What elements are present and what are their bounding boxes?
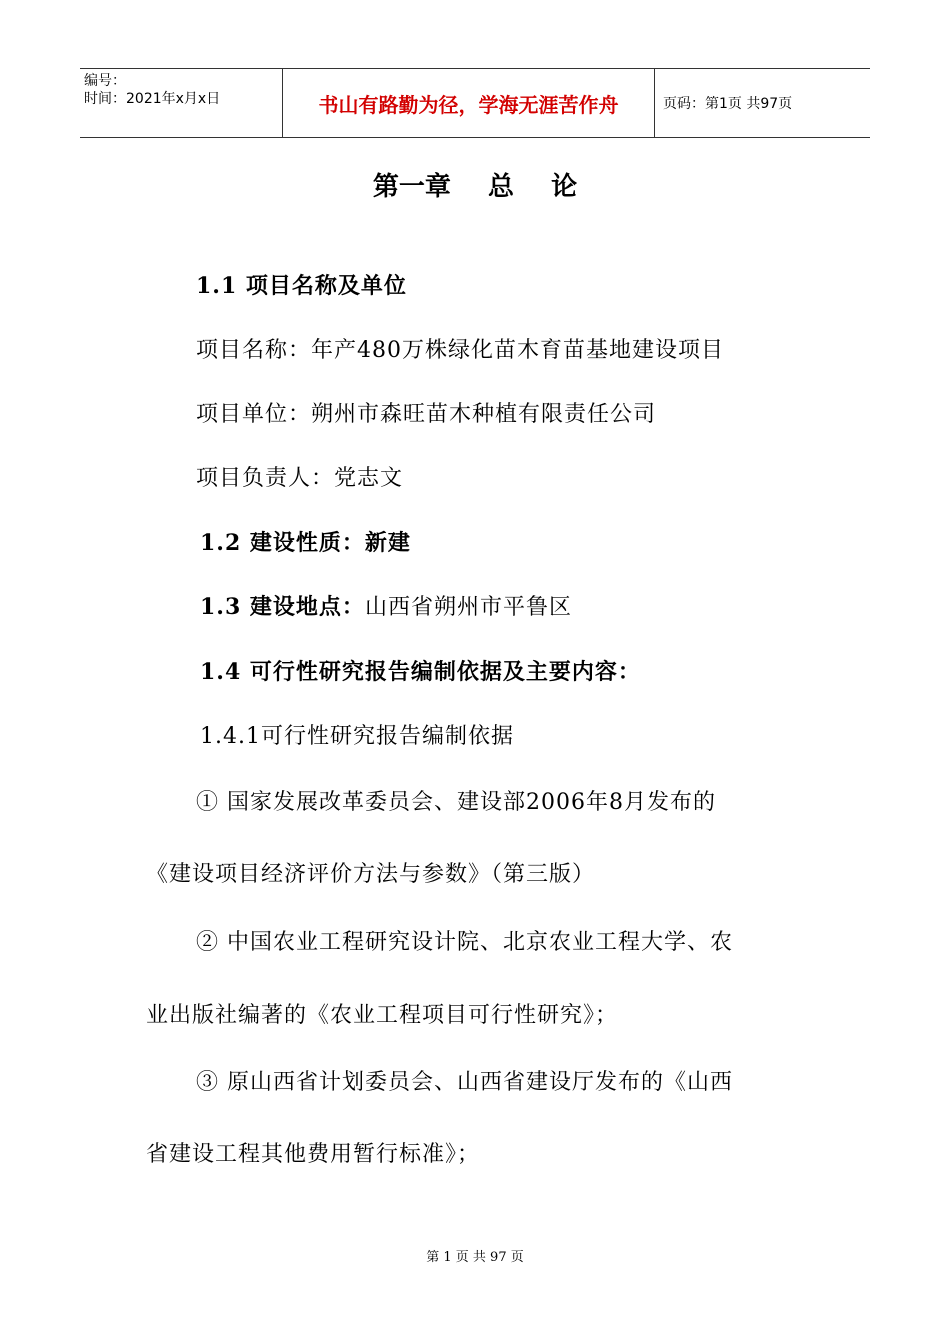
chapter-title-part1: 第一章 [372, 172, 451, 202]
basis-item-3-line1: ③ 原山西省计划委员会、山西省建设厅发布的《山西 [196, 1070, 733, 1095]
header-motto: 书山有路勤为径，学海无涯苦作舟 [282, 69, 655, 137]
section-1-3 [200, 590, 572, 621]
basis-item-2-line1: ② 中国农业工程研究设计院、北京农业工程大学、农 [196, 930, 733, 955]
basis-item-2-line2: 业出版社编著的《农业工程项目可行性研究》； [146, 1003, 619, 1028]
project-name: 项目名称：年产480万株绿化苗木育苗基地建设项目 [196, 338, 724, 363]
section-1-4-1-heading: 1.4.1可行性研究报告编制依据 [200, 724, 514, 749]
section-1-1-heading: 1.1 项目名称及单位 [196, 273, 407, 299]
section-1-3-value: 山西省朔州市平鲁区 [364, 595, 572, 620]
basis-item-1-line1: ① 国家发展改革委员会、建设部2006年8月发布的 [196, 790, 716, 815]
code-label: 编号： [84, 73, 126, 89]
header-page-info: 页码：第1页 共97页 [663, 96, 793, 112]
chapter-title [0, 166, 950, 203]
section-1-2-heading: 1.2 建设性质：新建 [200, 530, 411, 556]
header-meta [80, 69, 282, 137]
section-1-4-heading: 1.4 可行性研究报告编制依据及主要内容： [200, 659, 641, 685]
chapter-title-part2: 总 [487, 172, 514, 202]
document-header [80, 68, 870, 138]
time-label: 时间：2021年x月x日 [84, 91, 221, 107]
basis-item-3-line2: 省建设工程其他费用暂行标准》； [146, 1142, 481, 1167]
chapter-title-part3: 论 [551, 172, 578, 202]
page-footer: 第 1 页 共 97 页 [426, 1250, 524, 1265]
project-unit: 项目单位：朔州市森旺苗木种植有限责任公司 [196, 402, 657, 427]
basis-item-1-line2: 《建设项目经济评价方法与参数》（第三版） [146, 862, 596, 887]
section-1-3-heading: 1.3 建设地点： [200, 594, 365, 620]
project-lead: 项目负责人：党志文 [196, 466, 404, 491]
